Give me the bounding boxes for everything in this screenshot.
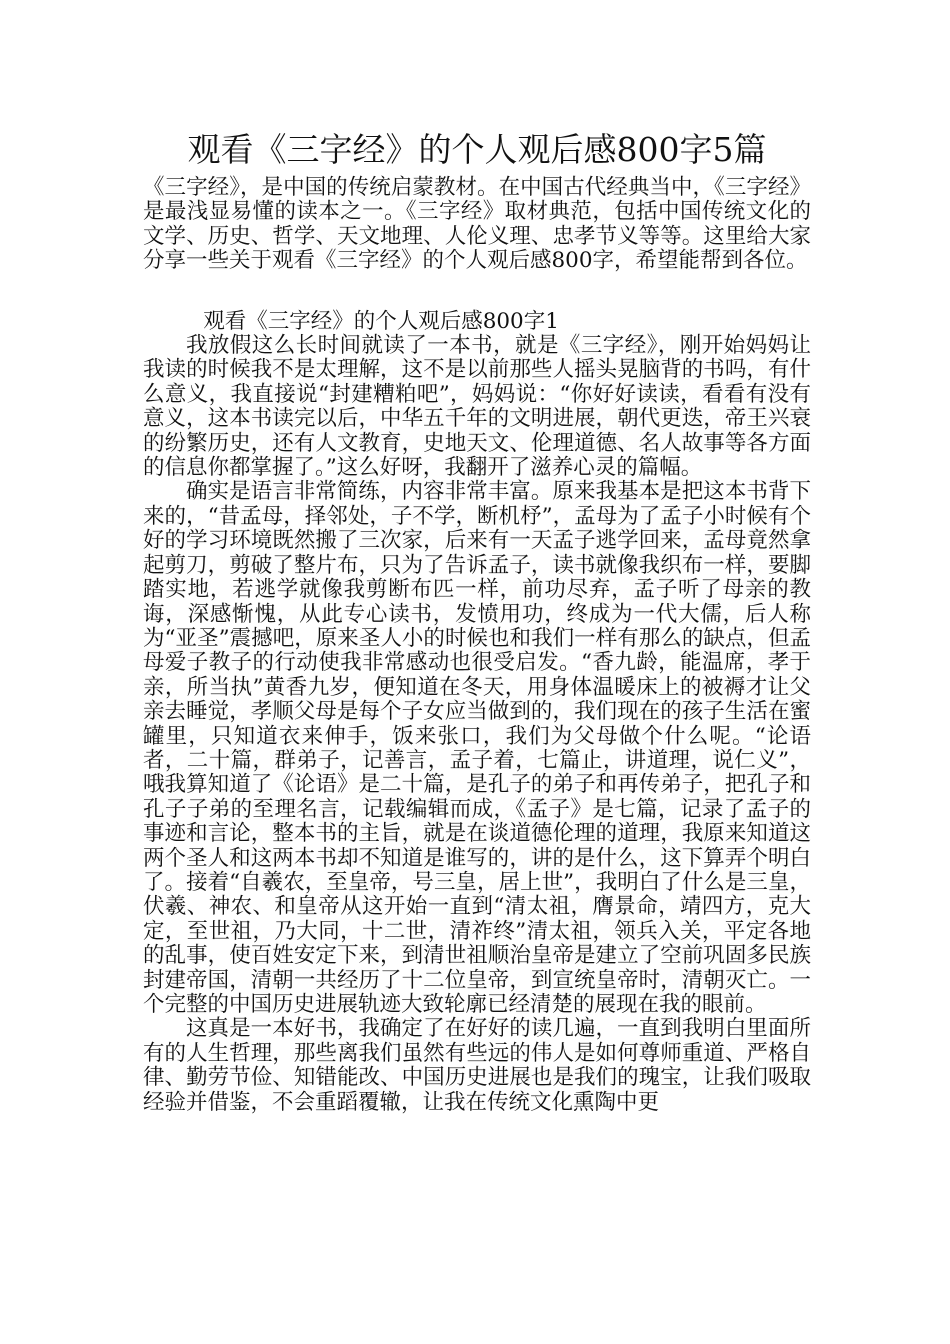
document-title: 观看《三字经》的个人观后感800字5篇: [187, 130, 767, 169]
section-spacer: [143, 274, 811, 310]
section-title: 观看《三字经》的个人观后感800字1: [203, 308, 559, 334]
body-paragraph-2: 确实是语言非常简练，内容非常丰富。原来我基本是把这本书背下来的，“昔孟母，择邻处，子不学，断机杼”，孟母为了孟子小时候有个好的学习环境既然搬了三次家，后来有一天孟子逃学回来，孟母竟然拿起剪刀，剪破了整片布，只为了告诉孟子，读书就像我织布一样，要脚踏实地，若逃学就像我剪断布匹一样，前功尽弃，孟子听了母亲的教诲，深感惭愧，从此专心读书，发愤用功，终成为一代大儒，后人称为“亚圣”震撼吧，原来圣人小的时候也和我们一样有那么的缺点，但孟母爱子教子的行动使我非常感动也很受启发。“香九龄，能温席，孝于亲，所当执”黄香九岁，便知道在冬天，用身体温暖床上的被褥才让父亲去睡觉，孝顺父母是每个子女应当做到的，我们现在的孩子生活在蜜罐里，只知道衣来伸手，饭来张口，我们为父母做个什么呢。“论语者，二十篇，群弟子，记善言，孟子着，七篇止，讲道理，说仁义”，哦我算知道了《论语》是二十篇，是孔子的弟子和再传弟子，把孔子和孔子子弟的至理名言，记载编辑而成，《孟子》是七篇，记录了孟子的事迹和言论，整本书的主旨，就是在谈道德伦理的道理，我原来知道这两个圣人和这两本书却不知道是谁写的，讲的是什么，这下算弄个明白了。接着“自羲农，至皇帝，号三皇，居上世”，我明白了什么是三皇，伏羲、神农、和皇帝从这开始一直到“清太祖，膺景命，靖四方，克大定，至世祖，乃大同，十二世，清祚终”清太祖，领兵入关，平定各地的乱事，使百姓安定下来，到清世祖顺治皇帝是建立了空前巩固多民族封建帝国，清朝一共经历了十二位皇帝，到宣统皇帝时，清朝灭亡。一个完整的中国历史进展轨迹大致轮廓已经清楚的展现在我的眼前。: [143, 479, 811, 1017]
intro-paragraph: 《三字经》，是中国的传统启蒙教材。在中国古代经典当中，《三字经》是最浅显易懂的读本之一。《三字经》取材典范，包括中国传统文化的文学、历史、哲学、天文地理、人伦义理、忠孝节义等等。这里给大家分享一些关于观看《三字经》的个人观后感800字，希望能帮到各位。: [143, 175, 811, 274]
body-paragraph-3: 这真是一本好书，我确定了在好好的读几遍，一直到我明白里面所有的人生哲理，那些离我们虽然有些远的伟人是如何尊师重道、严格自律、勤劳节俭、知错能改、中国历史进展也是我们的瑰宝，让我们吸取经验并借鉴，不会重蹈覆辙，让我在传统文化熏陶中更: [143, 1016, 811, 1115]
body-paragraph-1: 我放假这么长时间就读了一本书，就是《三字经》，刚开始妈妈让我读的时候我不是太理解，这不是以前那些人摇头晃脑背的书吗，有什么意义，我直接说“封建糟粕吧”，妈妈说：“你好好读读，看看有没有意义，这本书读完以后，中华五千年的文明进展，朝代更迭，帝王兴衰的纷繁历史，还有人文教育，史地天文、伦理道德、名人故事等各方面的信息你都掌握了。”这么好呀，我翻开了滋养心灵的篇幅。: [143, 333, 811, 481]
document-page: [143, 128, 811, 1115]
